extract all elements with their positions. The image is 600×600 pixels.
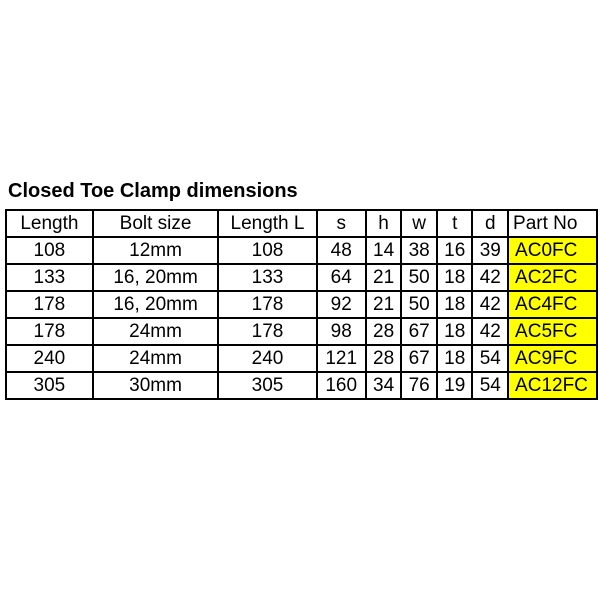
cell-part-no: AC5FC — [508, 318, 597, 345]
cell-t: 18 — [437, 345, 473, 372]
table-title: Closed Toe Clamp dimensions — [8, 180, 298, 202]
cell-length-l: 178 — [218, 291, 316, 318]
cell-d: 54 — [472, 372, 508, 399]
cell-part-no: AC4FC — [508, 291, 597, 318]
cell-h: 28 — [366, 345, 402, 372]
cell-s: 98 — [317, 318, 366, 345]
dimensions-table — [5, 209, 598, 400]
cell-h: 21 — [366, 291, 402, 318]
cell-length: 178 — [6, 291, 93, 318]
cell-d: 54 — [472, 345, 508, 372]
cell-length-l: 133 — [218, 264, 316, 291]
cell-h: 14 — [366, 237, 402, 264]
cell-d: 42 — [472, 318, 508, 345]
cell-bolt-size: 30mm — [93, 372, 219, 399]
cell-part-no: AC2FC — [508, 264, 597, 291]
cell-d: 39 — [472, 237, 508, 264]
cell-s: 160 — [317, 372, 366, 399]
cell-d: 42 — [472, 264, 508, 291]
cell-h: 28 — [366, 318, 402, 345]
cell-length: 178 — [6, 318, 93, 345]
cell-bolt-size: 16, 20mm — [93, 264, 219, 291]
cell-bolt-size: 24mm — [93, 345, 219, 372]
column-header-s: s — [317, 210, 366, 237]
cell-w: 67 — [401, 345, 437, 372]
header-row — [6, 210, 597, 237]
cell-part-no: AC0FC — [508, 237, 597, 264]
column-header-length: Length — [6, 210, 93, 237]
cell-length: 108 — [6, 237, 93, 264]
table-row — [6, 291, 597, 318]
cell-t: 19 — [437, 372, 473, 399]
cell-s: 64 — [317, 264, 366, 291]
cell-length: 305 — [6, 372, 93, 399]
cell-bolt-size: 12mm — [93, 237, 219, 264]
cell-part-no: AC12FC — [508, 372, 597, 399]
table-row — [6, 345, 597, 372]
cell-s: 121 — [317, 345, 366, 372]
cell-length: 240 — [6, 345, 93, 372]
cell-length: 133 — [6, 264, 93, 291]
column-header-t: t — [437, 210, 473, 237]
column-header-bolt-size: Bolt size — [93, 210, 219, 237]
table-row — [6, 372, 597, 399]
cell-h: 21 — [366, 264, 402, 291]
column-header-w: w — [401, 210, 437, 237]
cell-s: 92 — [317, 291, 366, 318]
cell-w: 50 — [401, 264, 437, 291]
cell-w: 50 — [401, 291, 437, 318]
cell-length-l: 305 — [218, 372, 316, 399]
cell-length-l: 240 — [218, 345, 316, 372]
cell-h: 34 — [366, 372, 402, 399]
column-header-d: d — [472, 210, 508, 237]
column-header-length-l: Length L — [218, 210, 316, 237]
cell-d: 42 — [472, 291, 508, 318]
cell-part-no: AC9FC — [508, 345, 597, 372]
cell-bolt-size: 16, 20mm — [93, 291, 219, 318]
table-row — [6, 237, 597, 264]
cell-t: 18 — [437, 264, 473, 291]
column-header-h: h — [366, 210, 402, 237]
cell-w: 76 — [401, 372, 437, 399]
cell-t: 18 — [437, 291, 473, 318]
column-header-part-no: Part No — [508, 210, 597, 237]
cell-w: 67 — [401, 318, 437, 345]
cell-length-l: 178 — [218, 318, 316, 345]
cell-t: 16 — [437, 237, 473, 264]
cell-bolt-size: 24mm — [93, 318, 219, 345]
cell-s: 48 — [317, 237, 366, 264]
table-row — [6, 264, 597, 291]
cell-length-l: 108 — [218, 237, 316, 264]
table-row — [6, 318, 597, 345]
cell-w: 38 — [401, 237, 437, 264]
cell-t: 18 — [437, 318, 473, 345]
